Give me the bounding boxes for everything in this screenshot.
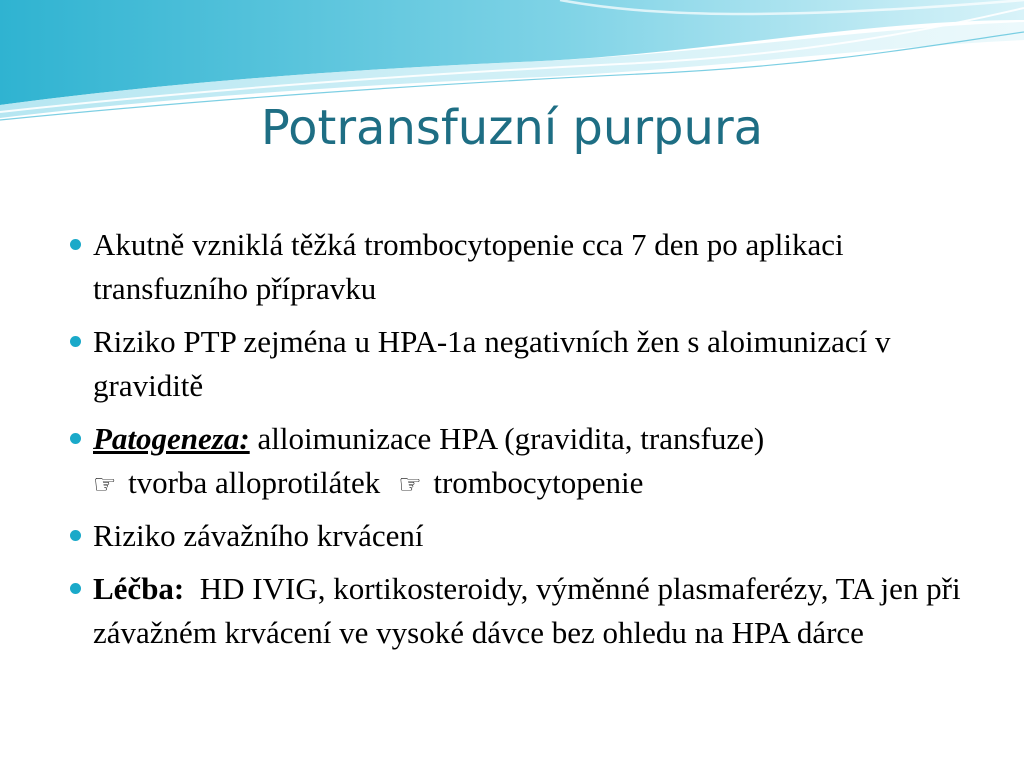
- bullet-dot-icon: [70, 583, 81, 594]
- bullet-text: HD IVIG, kortikosteroidy, výměnné plasmaferézy, TA jen při závažném krvácení ve vysoké dávce bez ohledu na HPA dárce: [93, 571, 969, 650]
- pathogenesis-step-text: tvorba alloprotilátek: [128, 465, 381, 500]
- bullet-list: [70, 223, 970, 664]
- list-item: [70, 223, 970, 311]
- bullet-dot-icon: [70, 433, 81, 444]
- slide-title: Potransfuzní purpura: [260, 100, 764, 156]
- bullet-dot-icon: [70, 239, 81, 250]
- bullet-dot-icon: [70, 530, 81, 541]
- list-item: [70, 417, 970, 505]
- pathogenesis-label: Patogeneza:: [93, 421, 250, 456]
- bullet-text: alloimunizace HPA (gravidita, transfuze): [249, 421, 765, 456]
- bullet-text: Riziko závažního krvácení: [93, 518, 424, 553]
- list-item: [70, 514, 970, 558]
- list-item: [70, 567, 970, 655]
- treatment-label: Léčba:: [93, 571, 185, 606]
- list-item: [70, 320, 970, 408]
- bullet-dot-icon: [70, 336, 81, 347]
- pathogenesis-step-text: trombocytopenie: [433, 465, 644, 500]
- pointing-hand-icon: ☞: [398, 470, 422, 500]
- bullet-text: Akutně vzniklá těžká trombocytopenie cca 7 den po aplikaci transfuzního přípravku: [93, 227, 844, 306]
- pointing-hand-icon: ☞: [93, 470, 117, 500]
- bullet-text: Riziko PTP zejména u HPA-1a negativních žen s aloimunizací v graviditě: [93, 324, 891, 403]
